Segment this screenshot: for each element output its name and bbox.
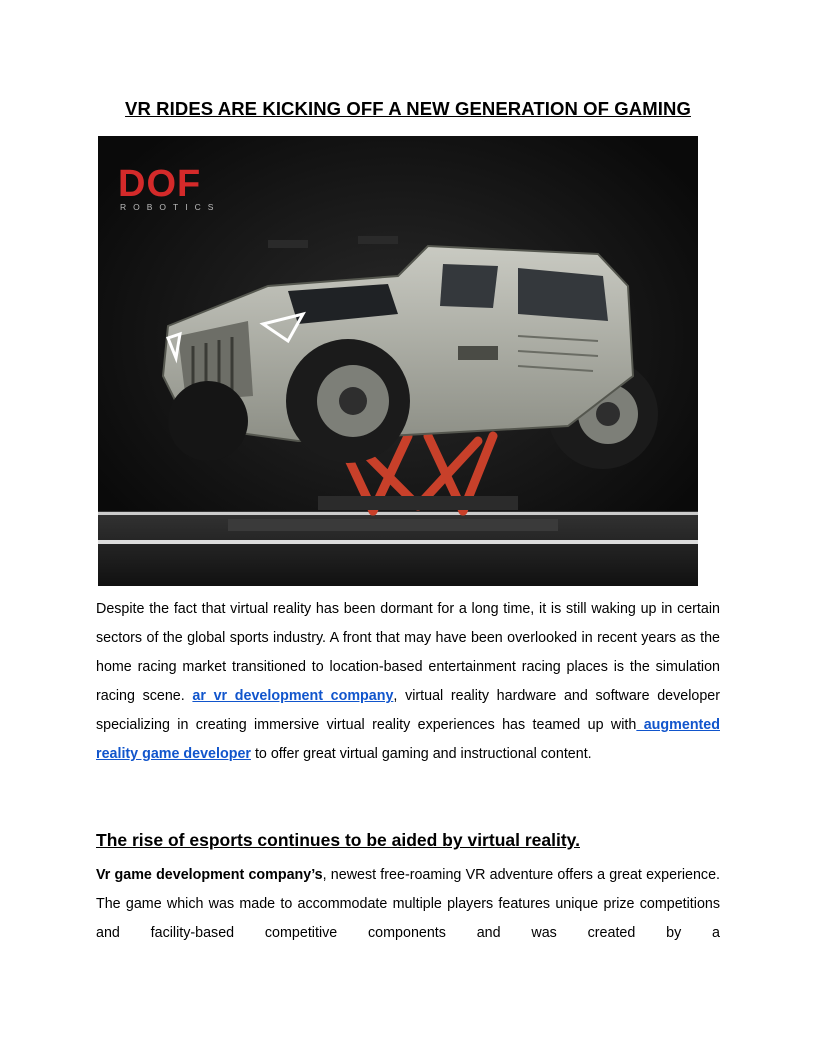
- augmented-reality-game-developer-link[interactable]: augmented reality game developer: [96, 717, 720, 762]
- page-title: VR RIDES ARE KICKING OFF A NEW GENERATION OF GAMING: [125, 98, 691, 119]
- vr-motion-simulator-vehicle-image: [98, 136, 698, 586]
- logo-subtitle: ROBOTICS: [120, 202, 221, 212]
- logo-letters: DOF: [118, 163, 202, 205]
- section-heading: The rise of esports continues to be aided by virtual reality.: [96, 830, 580, 850]
- intro-paragraph: Despite the fact that virtual reality has been dormant for a long time, it is still waking up in certain sectors of the global sports industry. A front that may have been overlooked in recent years as the home racing market transitioned to location-based entertainment racing places is the simulation racing scene. ar vr development company, virtual reality hardware and software developer specializing in creating immersive virtual reality experiences has teamed up with augmented reality game developer to offer great virtual gaming and instructional content.: [96, 601, 720, 762]
- paragraph-bold-lead: Vr game development company’s: [96, 867, 323, 883]
- ar-vr-development-company-link[interactable]: ar vr development company: [192, 688, 394, 704]
- esports-paragraph: Vr game development company’s, newest free-roaming VR adventure offers a great experience. The game which was made to accommodate multiple players features unique prize competitions and facility-based competitive components and was created by a: [96, 867, 720, 941]
